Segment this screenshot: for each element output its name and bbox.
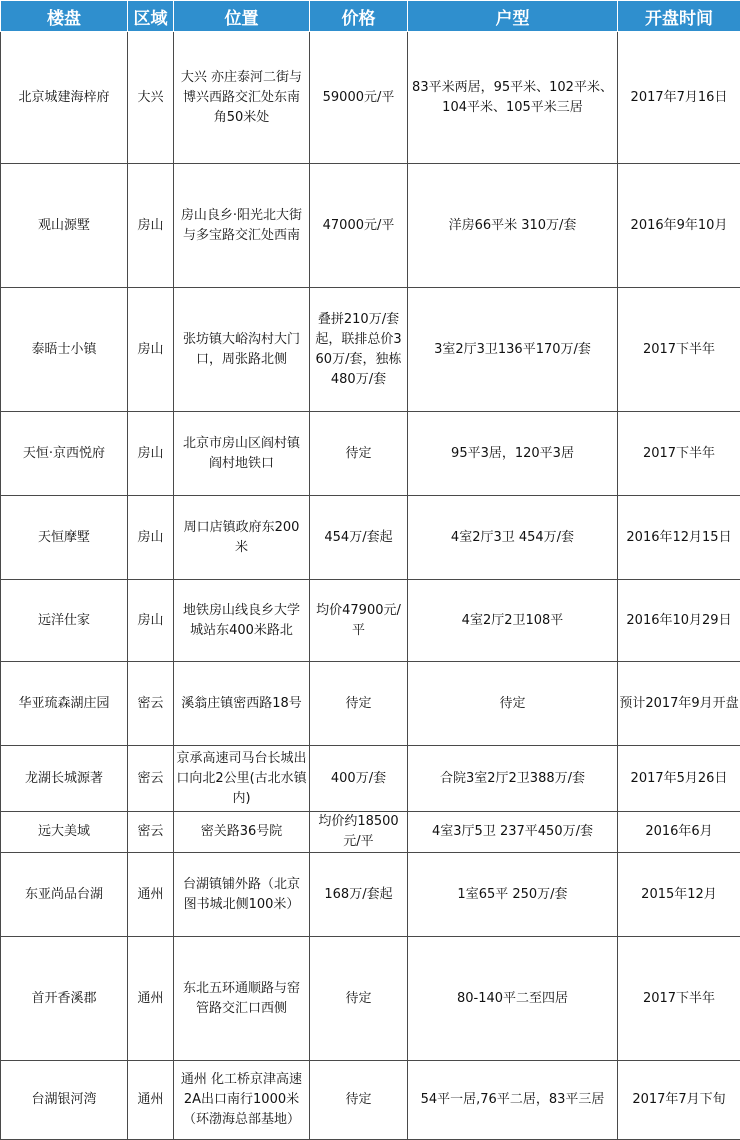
cell-name: 天恒摩墅 — [1, 496, 128, 580]
cell-layout: 83平米两居，95平米、102平米、104平米、105平米三居 — [408, 32, 618, 164]
table-row — [1, 746, 740, 812]
cell-area: 通州 — [128, 853, 174, 937]
cell-name: 泰晤士小镇 — [1, 288, 128, 412]
cell-location: 北京市房山区阎村镇阎村地铁口 — [174, 412, 310, 496]
cell-name: 北京城建海梓府 — [1, 32, 128, 164]
cell-name: 龙湖长城源著 — [1, 746, 128, 812]
cell-name: 台湖银河湾 — [1, 1061, 128, 1140]
cell-price: 168万/套起 — [310, 853, 408, 937]
cell-layout: 95平3居，120平3居 — [408, 412, 618, 496]
cell-open-date: 2017下半年 — [618, 937, 740, 1061]
cell-layout: 4室2厅2卫108平 — [408, 580, 618, 662]
table-row — [1, 937, 740, 1061]
cell-price: 均价约18500元/平 — [310, 812, 408, 853]
table-row — [1, 412, 740, 496]
cell-open-date: 2016年12月15日 — [618, 496, 740, 580]
cell-location: 溪翁庄镇密西路18号 — [174, 662, 310, 746]
cell-name: 首开香溪郡 — [1, 937, 128, 1061]
cell-open-date: 2017下半年 — [618, 288, 740, 412]
cell-open-date: 2017下半年 — [618, 412, 740, 496]
cell-open-date: 2017年7月16日 — [618, 32, 740, 164]
cell-area: 房山 — [128, 288, 174, 412]
cell-name: 远大美域 — [1, 812, 128, 853]
cell-open-date: 2015年12月 — [618, 853, 740, 937]
cell-location: 房山良乡·阳光北大街与多宝路交汇处西南 — [174, 164, 310, 288]
cell-location: 地铁房山线良乡大学城站东400米路北 — [174, 580, 310, 662]
cell-price: 454万/套起 — [310, 496, 408, 580]
cell-area: 房山 — [128, 412, 174, 496]
cell-area: 房山 — [128, 496, 174, 580]
cell-area: 房山 — [128, 580, 174, 662]
cell-name: 华亚琉森湖庄园 — [1, 662, 128, 746]
cell-layout: 4室2厅3卫 454万/套 — [408, 496, 618, 580]
cell-price: 400万/套 — [310, 746, 408, 812]
header-row — [1, 1, 740, 32]
cell-layout: 80-140平二至四居 — [408, 937, 618, 1061]
table-row — [1, 853, 740, 937]
cell-layout: 54平一居,76平二居，83平三居 — [408, 1061, 618, 1140]
cell-location: 大兴 亦庄泰河二街与博兴西路交汇处东南角50米处 — [174, 32, 310, 164]
cell-open-date: 2016年6月 — [618, 812, 740, 853]
cell-layout: 合院3室2厅2卫388万/套 — [408, 746, 618, 812]
cell-area: 通州 — [128, 1061, 174, 1140]
table-row — [1, 662, 740, 746]
cell-layout: 洋房66平米 310万/套 — [408, 164, 618, 288]
cell-open-date: 2017年5月26日 — [618, 746, 740, 812]
header-name: 楼盘 — [1, 1, 128, 32]
cell-area: 通州 — [128, 937, 174, 1061]
header-price: 价格 — [310, 1, 408, 32]
cell-location: 东北五环通顺路与窑管路交汇口西侧 — [174, 937, 310, 1061]
cell-price: 待定 — [310, 662, 408, 746]
cell-name: 天恒·京西悦府 — [1, 412, 128, 496]
cell-price: 待定 — [310, 937, 408, 1061]
cell-price: 59000元/平 — [310, 32, 408, 164]
cell-open-date: 2016年10月29日 — [618, 580, 740, 662]
table-row — [1, 580, 740, 662]
table-row — [1, 812, 740, 853]
table-row — [1, 496, 740, 580]
cell-open-date: 预计2017年9月开盘 — [618, 662, 740, 746]
header-area: 区域 — [128, 1, 174, 32]
cell-location: 台湖镇铺外路（北京图书城北侧100米） — [174, 853, 310, 937]
header-location: 位置 — [174, 1, 310, 32]
cell-price: 叠拼210万/套起，联排总价360万/套，独栋480万/套 — [310, 288, 408, 412]
cell-open-date: 2017年7月下旬 — [618, 1061, 740, 1140]
cell-price: 待定 — [310, 412, 408, 496]
cell-location: 张坊镇大峪沟村大门口，周张路北侧 — [174, 288, 310, 412]
cell-location: 通州 化工桥京津高速2A出口南行1000米（环渤海总部基地） — [174, 1061, 310, 1140]
cell-location: 密关路36号院 — [174, 812, 310, 853]
cell-layout: 待定 — [408, 662, 618, 746]
cell-layout: 4室3厅5卫 237平450万/套 — [408, 812, 618, 853]
cell-name: 东亚尚品台湖 — [1, 853, 128, 937]
cell-price: 47000元/平 — [310, 164, 408, 288]
table-row — [1, 1061, 740, 1140]
table-row — [1, 288, 740, 412]
cell-name: 观山源墅 — [1, 164, 128, 288]
cell-layout: 3室2厅3卫136平170万/套 — [408, 288, 618, 412]
cell-area: 密云 — [128, 812, 174, 853]
header-open-date: 开盘时间 — [618, 1, 740, 32]
cell-layout: 1室65平 250万/套 — [408, 853, 618, 937]
cell-location: 京承高速司马台长城出口向北2公里(古北水镇内) — [174, 746, 310, 812]
cell-area: 密云 — [128, 746, 174, 812]
cell-price: 均价47900元/平 — [310, 580, 408, 662]
table-row — [1, 32, 740, 164]
cell-open-date: 2016年9年10月 — [618, 164, 740, 288]
cell-location: 周口店镇政府东200米 — [174, 496, 310, 580]
cell-price: 待定 — [310, 1061, 408, 1140]
cell-area: 房山 — [128, 164, 174, 288]
cell-area: 密云 — [128, 662, 174, 746]
table-row — [1, 164, 740, 288]
header-layout: 户型 — [408, 1, 618, 32]
cell-area: 大兴 — [128, 32, 174, 164]
cell-name: 远洋仕家 — [1, 580, 128, 662]
